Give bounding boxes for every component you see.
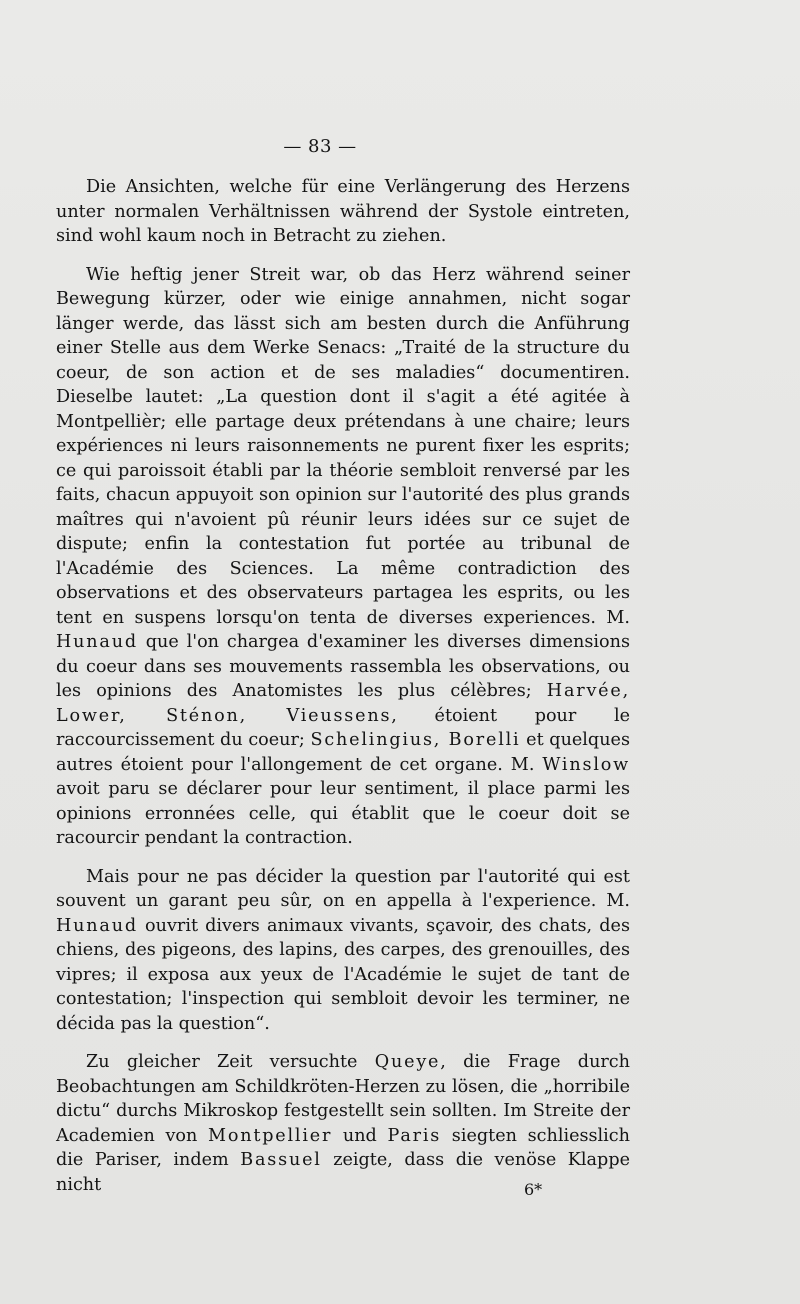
author-name: Hunaud <box>56 632 138 652</box>
paragraph-3 <box>56 865 630 1037</box>
paragraph-4 <box>56 1050 630 1197</box>
text-run: , étoient pour le raccourcissement du coeur; <box>56 705 630 750</box>
text-run: que l'on chargea d'examiner les diverses dimensions du coeur dans ses mouvements rassembla les observations, ou les opinions des Anatomistes les plus célèbres; <box>56 632 630 701</box>
signature-mark: 6* <box>524 1180 543 1199</box>
page-number: — 83 — <box>283 136 357 157</box>
text-run: siegten schliesslich die Pariser, indem <box>56 1125 630 1170</box>
author-names: Harvée, Lower, Sténon, Vieussens <box>56 681 630 726</box>
text-run: avoit paru se déclarer pour leur sentiment, il place parmi les opinions erronnées celle, qui établit que le coeur doit se racourcir pendant la contraction. <box>56 779 630 848</box>
text-run: Mais pour ne pas décider la question par l'autorité qui est souvent un garant peu sûr, on en appella à l'experience. M. <box>56 866 630 911</box>
text-run: und <box>332 1125 388 1146</box>
author-name: Hunaud <box>56 915 138 936</box>
paragraph-1: Die Ansichten, welche für eine Verlängerung des Herzens unter normalen Verhältnissen während der Systole eintreten, sind wohl kaum noch in Betracht zu ziehen. <box>56 177 630 246</box>
place-name: Paris <box>387 1125 442 1146</box>
paragraph-2 <box>56 263 630 851</box>
text-run: et quelques autres étoient pour l'allongement de cet organe. M. <box>56 730 630 775</box>
author-name: Winslow <box>542 754 630 775</box>
body-text <box>56 175 630 1197</box>
author-names: Schelingius, Borelli <box>310 730 521 750</box>
author-name: Bassuel <box>240 1150 322 1170</box>
author-name: Queye <box>374 1052 441 1072</box>
text-run: zeigte, dass die venöse Klappe nicht <box>56 1150 630 1195</box>
text-run: Wie heftig jener Streit war, ob das Herz während seiner Bewegung kürzer, oder wie einige annahmen, nicht sogar länger werde, das lässt sich am besten durch die Anführung einer Stelle aus dem Werke Senacs: „Traité de la structure du coeur, de son action et de ses maladies“ documentiren. Dieselbe lautet: „La question dont il s'agit a été agitée à Montpellièr; elle partage deux prétendans à une chaire; leurs expériences ni leurs raisonnements ne purent fixer les esprits; ce qui paroissoit établi par la théorie sembloit renversé par les faits, chacun appuyoit son opinion sur l'autorité des plus grands maîtres qui n'avoient pû réunir leurs idées sur ce sujet de dispute; enfin la contestation fut portée au tribunal de l'Académie des Sciences. La même contradiction des observations et des observateurs partagea les esprits, ou les tent en suspens lorsqu'on tenta de diverses experiences. M. <box>56 264 630 628</box>
text-run: , die Frage durch Beobachtungen am Schildkröten-Herzen zu lösen, die „horribile dictu“ durchs Mikroskop festgestellt sein sollten. Im Streite der Academien von <box>56 1052 630 1146</box>
place-name: Montpellier <box>208 1125 333 1146</box>
text-run: ouvrit divers animaux vivants, sçavoir, des chats, des chiens, des pigeons, des lapins, des carpes, des grenouilles, des vipres; il exposa aux yeux de l'Académie le sujet de tant de contestation; l'inspection qui sembloit devoir les terminer, ne décida pas la question“. <box>56 915 630 1034</box>
text-run: Zu gleicher Zeit versuchte <box>86 1052 375 1072</box>
